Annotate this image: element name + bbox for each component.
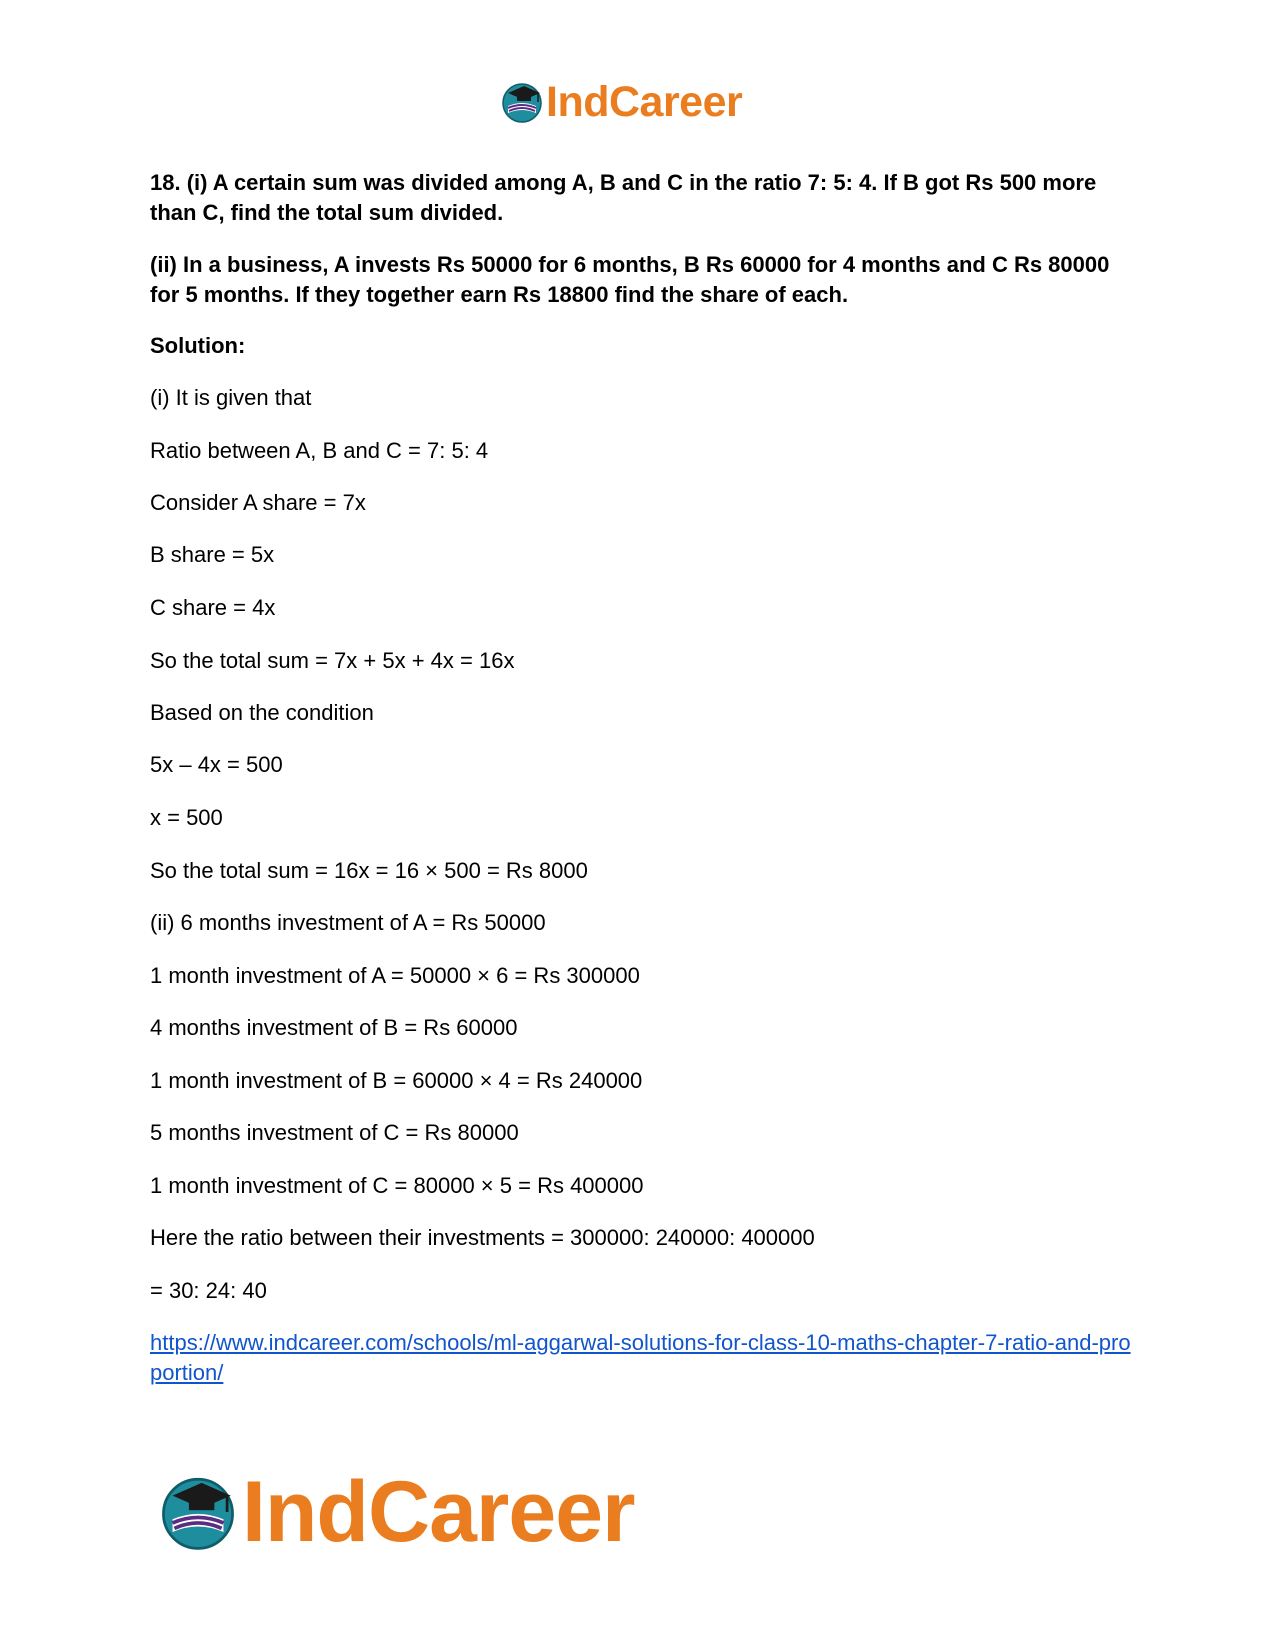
solution-line: Ratio between A, B and C = 7: 5: 4 [150,438,489,463]
solution-line: So the total sum = 7x + 5x + 4x = 16x [150,648,515,673]
solution-line: 5x – 4x = 500 [150,752,283,777]
solution-line: Here the ratio between their investments = 300000: 240000: 400000 [150,1225,815,1250]
solution-line: So the total sum = 16x = 16 × 500 = Rs 8000 [150,858,588,883]
solution-line: = 30: 24: 40 [150,1278,267,1303]
graduation-cap-book-globe-icon [158,1472,238,1552]
solution-line: 4 months investment of B = Rs 60000 [150,1015,518,1040]
graduation-cap-book-globe-icon [500,80,544,124]
footer-logo [158,1463,635,1560]
solution-line: 1 month investment of C = 80000 × 5 = Rs 400000 [150,1173,644,1198]
logo-wordmark: IndCareer [546,77,743,126]
header-logo [500,78,742,126]
solution-line: B share = 5x [150,542,275,567]
solution-line: 5 months investment of C = Rs 80000 [150,1120,519,1145]
question-part-ii: (ii) In a business, A invests Rs 50000 for 6 months, B Rs 60000 for 4 months and C Rs 80000 for 5 months. If they together earn Rs 18800 find the share of each. [150,252,1110,307]
solution-line: 1 month investment of A = 50000 × 6 = Rs 300000 [150,963,640,988]
solution-line: C share = 4x [150,595,276,620]
source-link[interactable]: https://www.indcareer.com/schools/ml-aggarwal-solutions-for-class-10-maths-chapter-7-ratio-and-proportion/ [150,1330,1131,1385]
solution-line: x = 500 [150,805,223,830]
solution-line: (i) It is given that [150,385,312,410]
solution-line: Consider A share = 7x [150,490,366,515]
solution-line: Based on the condition [150,700,374,725]
logo-wordmark: IndCareer [242,1463,635,1560]
question-part-i: 18. (i) A certain sum was divided among A, B and C in the ratio 7: 5: 4. If B got Rs 500 more than C, find the total sum divided. [150,170,1097,225]
solution-line: 1 month investment of B = 60000 × 4 = Rs 240000 [150,1068,643,1093]
solution-line: (ii) 6 months investment of A = Rs 50000 [150,910,546,935]
solution-heading: Solution: [150,333,246,358]
